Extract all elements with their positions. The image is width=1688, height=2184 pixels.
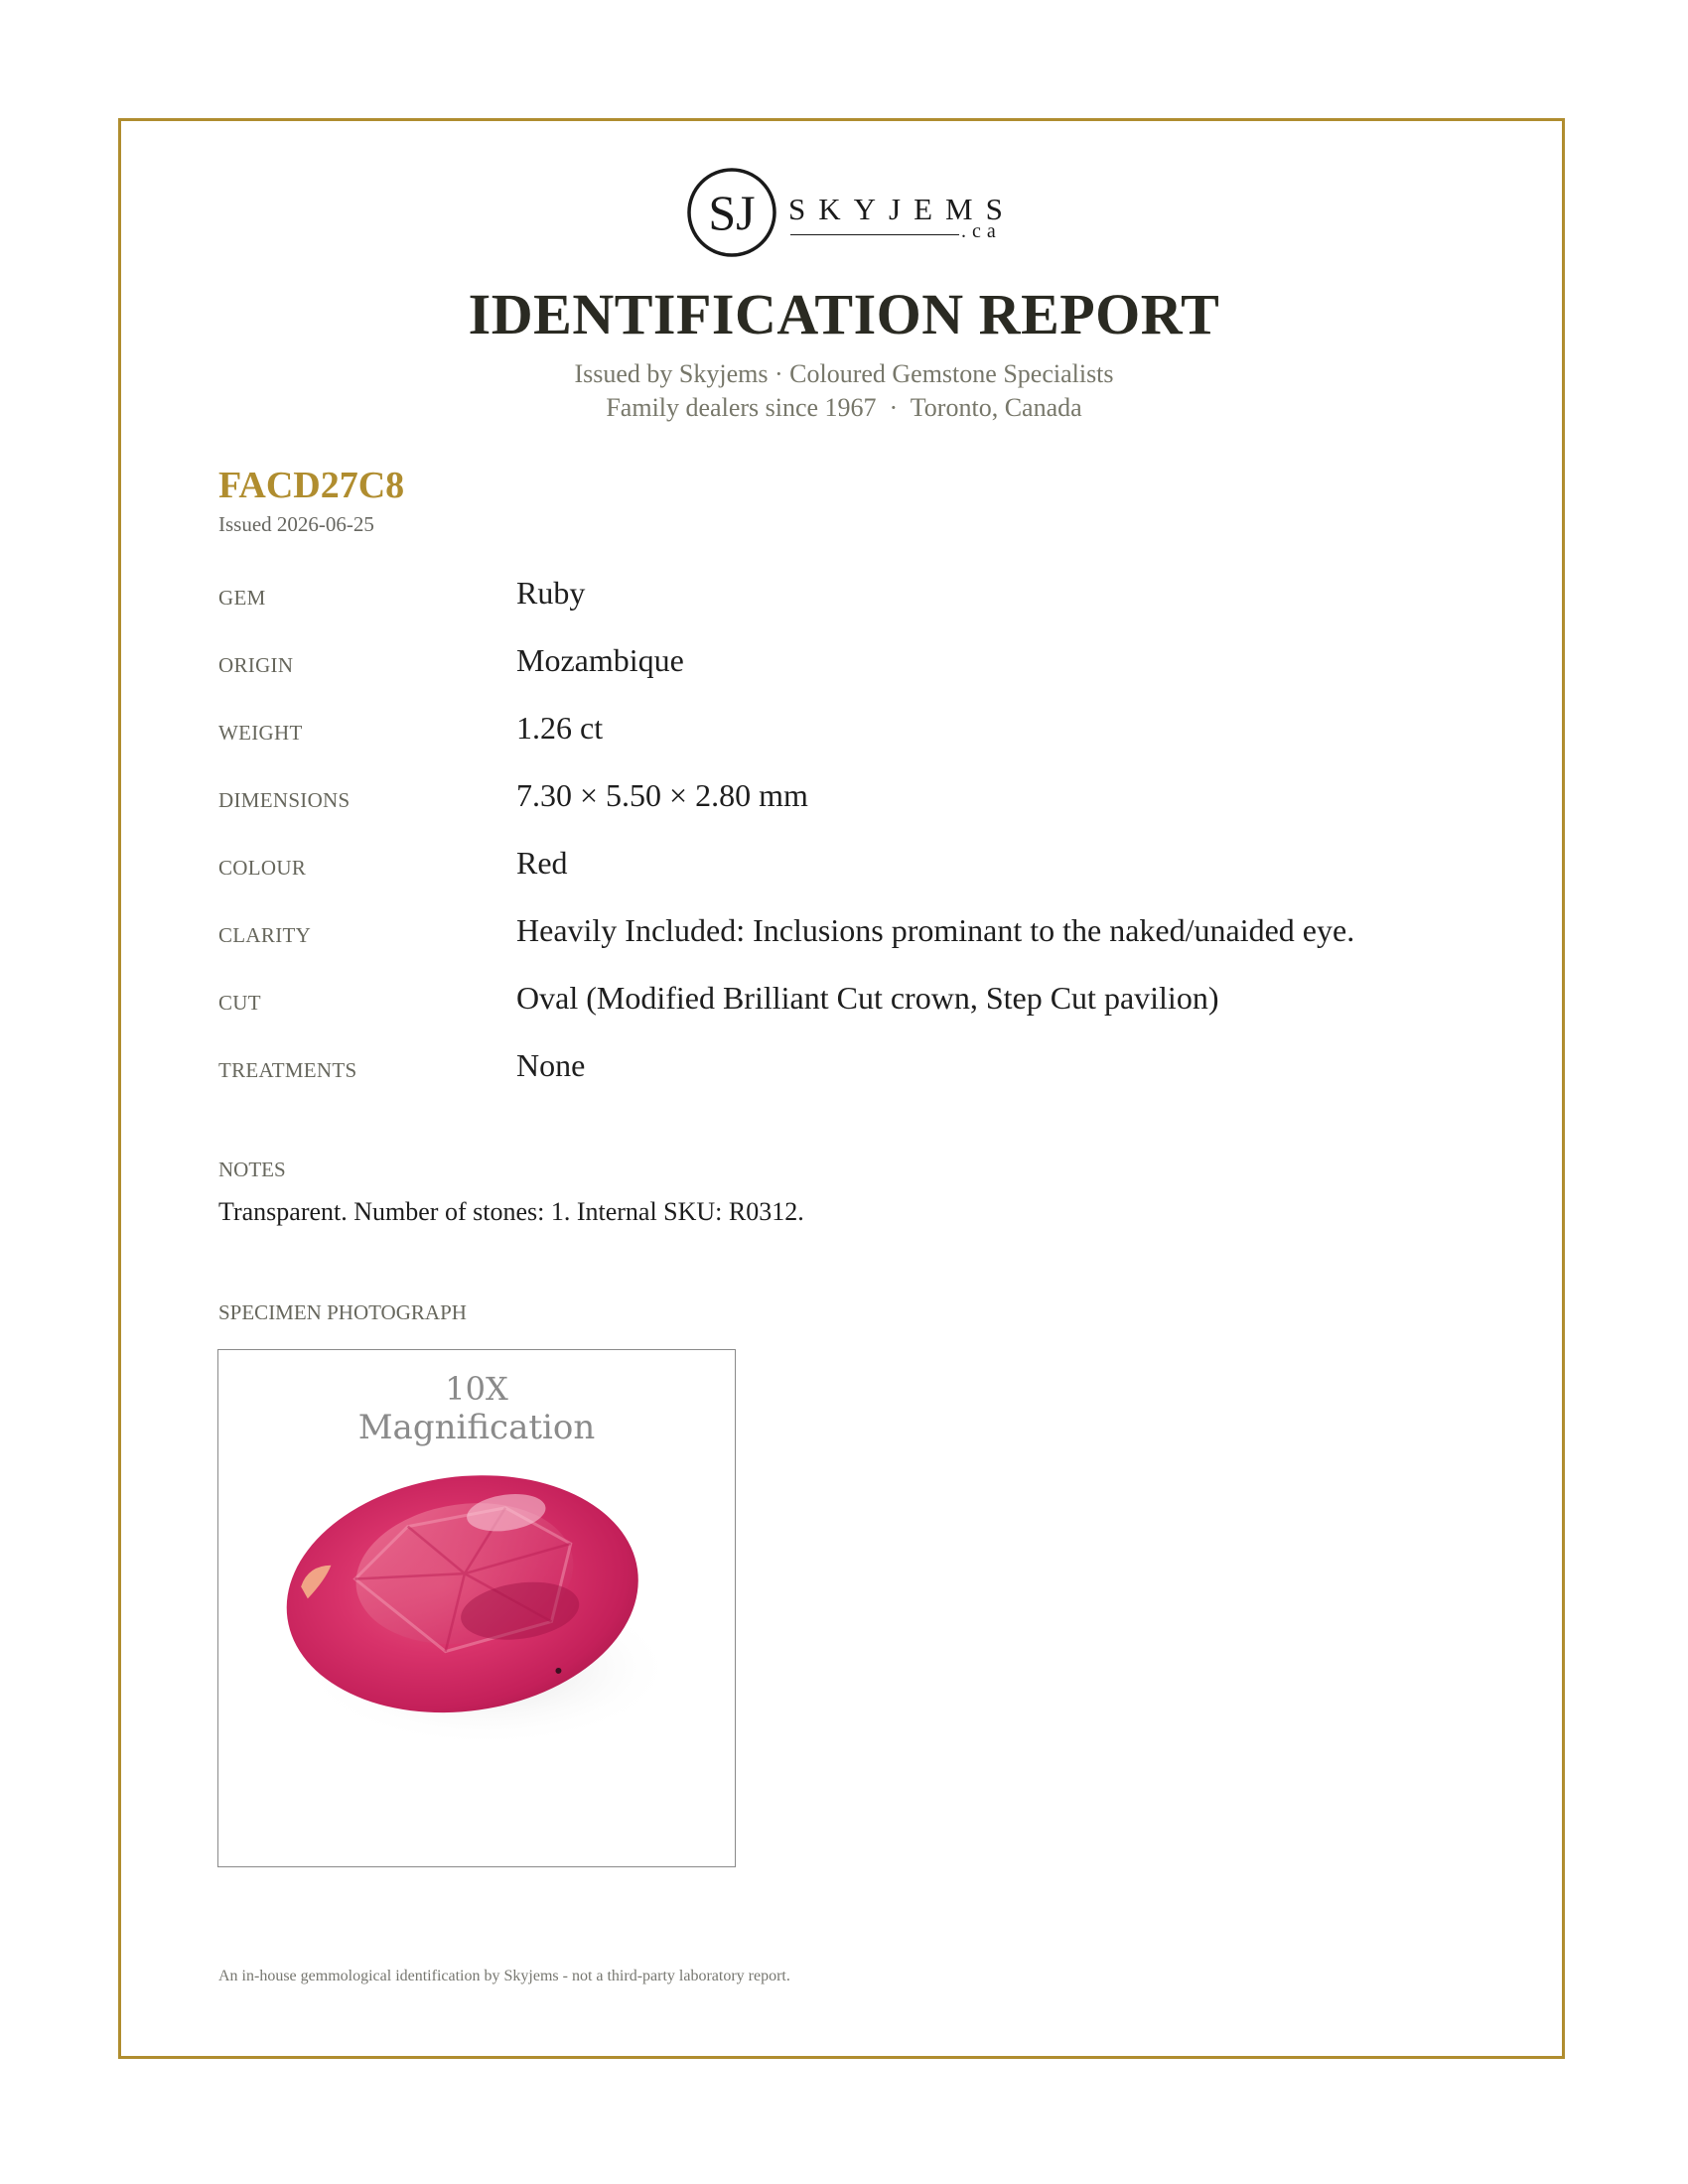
brand-rule — [790, 234, 959, 235]
issuer-line: Issued by Skyjems · Coloured Gemstone Specialists — [574, 359, 1114, 388]
footer-disclaimer: An in-house gemmological identification by Skyjems - not a third-party laboratory report. — [218, 1968, 790, 1984]
field-value: None — [516, 1047, 586, 1083]
field-value: 7.30 × 5.50 × 2.80 mm — [516, 777, 808, 813]
magnification-caption: Magnification — [357, 1408, 596, 1447]
tagline: Family dealers since 1967 · Toronto, Canada — [606, 393, 1082, 422]
brand-logo — [685, 164, 1016, 263]
field-label: TREATMENTS — [218, 1058, 357, 1082]
field-value: 1.26 ct — [516, 710, 604, 746]
field-label: COLOUR — [218, 856, 307, 880]
issued-date: Issued 2026-06-25 — [218, 512, 374, 536]
report-id: FACD27C8 — [218, 465, 405, 506]
specimen-photo — [217, 1349, 736, 1867]
logo-monogram-text: SJ — [708, 185, 756, 240]
field-value: Heavily Included: Inclusions prominant to the naked/unaided eye. — [516, 912, 1355, 948]
field-label: GEM — [218, 586, 266, 610]
brand-domain: .ca — [961, 220, 1002, 242]
field-label: DIMENSIONS — [218, 788, 351, 812]
field-value: Mozambique — [516, 642, 684, 678]
field-label: CLARITY — [218, 923, 312, 947]
field-value: Oval (Modified Brilliant Cut crown, Step Cut pavilion) — [516, 980, 1219, 1016]
notes-text: Transparent. Number of stones: 1. Internal SKU: R0312. — [218, 1197, 804, 1226]
page-title: IDENTIFICATION REPORT — [468, 282, 1220, 346]
magnification-value: 10X — [445, 1370, 508, 1408]
field-label: WEIGHT — [218, 721, 303, 745]
sj-monogram-logo — [685, 166, 778, 259]
field-label: ORIGIN — [218, 653, 294, 677]
photo-label: SPECIMEN PHOTOGRAPH — [218, 1300, 467, 1324]
field-value: Red — [516, 845, 568, 881]
brand-name: SKYJEMS — [788, 192, 1016, 226]
field-value: Ruby — [516, 575, 586, 611]
notes-label: NOTES — [218, 1158, 286, 1181]
field-label: CUT — [218, 991, 261, 1015]
